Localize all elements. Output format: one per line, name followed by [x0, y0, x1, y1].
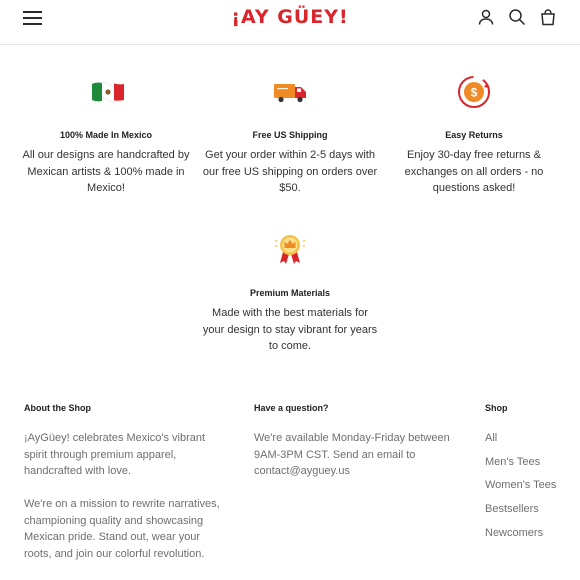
- svg-text:$: $: [470, 85, 478, 100]
- account-icon[interactable]: [477, 8, 495, 26]
- feature-premium-materials: [200, 288, 380, 355]
- about-paragraph-1: ¡AyGüey! celebrates Mexico's vibrant spirit through premium apparel, handcrafted with love.: [24, 432, 206, 477]
- feature-made-in-mexico: [16, 130, 196, 197]
- shop-link-bestsellers[interactable]: Bestsellers: [485, 503, 539, 515]
- mexico-flag-icon: [90, 74, 126, 110]
- cart-bag-icon[interactable]: [539, 8, 557, 26]
- about-shop-title: About the Shop: [24, 403, 91, 413]
- shop-link-mens-tees[interactable]: Men's Tees: [485, 456, 541, 468]
- crown-ribbon-icon: [272, 230, 308, 266]
- delivery-truck-icon: [272, 74, 308, 110]
- returns-coin-icon: [456, 74, 492, 110]
- question-text: We're available Monday-Friday between 9AM-3PM CST. Send an email to contact@ayguey.us: [254, 432, 450, 477]
- question-title: Have a question?: [254, 403, 329, 413]
- about-paragraph-2: We're on a mission to rewrite narratives, championing quality and showcasing Mexican pride. Stand out, wear your roots, and join our colorful revolution.: [24, 498, 220, 560]
- shop-link-all[interactable]: All: [485, 432, 498, 444]
- site-header: [0, 0, 580, 45]
- feature-text: Get your order within 2-5 days with our free US shipping on orders over $50.: [202, 149, 378, 194]
- feature-free-shipping: [200, 130, 380, 197]
- shop-link-womens-tees[interactable]: Women's Tees: [485, 479, 557, 491]
- feature-title: Free US Shipping: [252, 130, 328, 140]
- feature-text: Enjoy 30-day free returns & exchanges on all orders - no questions asked!: [404, 149, 544, 194]
- search-icon[interactable]: [508, 8, 526, 26]
- feature-title: Easy Returns: [445, 130, 503, 140]
- feature-text: All our designs are handcrafted by Mexican artists & 100% made in Mexico!: [22, 149, 190, 194]
- feature-title: 100% Made In Mexico: [59, 130, 153, 140]
- feature-easy-returns: [384, 130, 564, 197]
- shop-title: Shop: [485, 403, 508, 413]
- feature-text: Made with the best materials for your design to stay vibrant for years to come.: [202, 307, 378, 352]
- shop-link-newcomers[interactable]: Newcomers: [485, 527, 544, 539]
- feature-title: Premium Materials: [249, 288, 331, 298]
- site-logo[interactable]: ¡AY GÜEY!: [231, 6, 349, 28]
